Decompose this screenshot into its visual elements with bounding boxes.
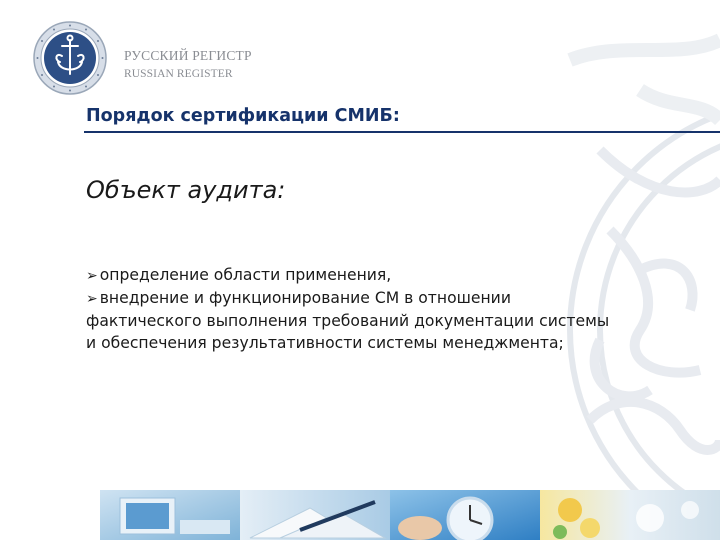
bullet-item bbox=[86, 287, 686, 310]
bullet-text: внедрение и функционирование СМ в отношении bbox=[99, 289, 511, 307]
logo-name-en: RUSSIAN REGISTER bbox=[124, 68, 233, 80]
bullet-continuation: фактического выполнения требований документации системы bbox=[86, 312, 610, 330]
bullet-continuation: и обеспечения результативности системы менеджмента; bbox=[86, 334, 564, 352]
title-underline bbox=[84, 131, 720, 133]
computer-photo bbox=[100, 490, 240, 540]
bullet-item bbox=[86, 264, 686, 287]
photo-strip bbox=[100, 490, 720, 540]
slide-title: Порядок сертификации СМИБ: bbox=[86, 106, 400, 126]
section-subheading: Объект аудита: bbox=[86, 176, 286, 204]
logo-wordmark bbox=[124, 48, 252, 81]
bullet-text: определение области применения, bbox=[99, 266, 392, 284]
arrow-bullet-icon: ➢ bbox=[86, 268, 98, 284]
arrow-bullet-icon: ➢ bbox=[86, 291, 98, 307]
logo-name-ru: РУССКИЙ РЕГИСТР bbox=[124, 48, 252, 63]
envelopes-pen-photo bbox=[240, 490, 390, 540]
bullet-list bbox=[86, 264, 686, 354]
logo-emblem-icon bbox=[32, 20, 108, 96]
flowers-photo bbox=[540, 490, 720, 540]
clock-hand-photo bbox=[390, 490, 540, 540]
